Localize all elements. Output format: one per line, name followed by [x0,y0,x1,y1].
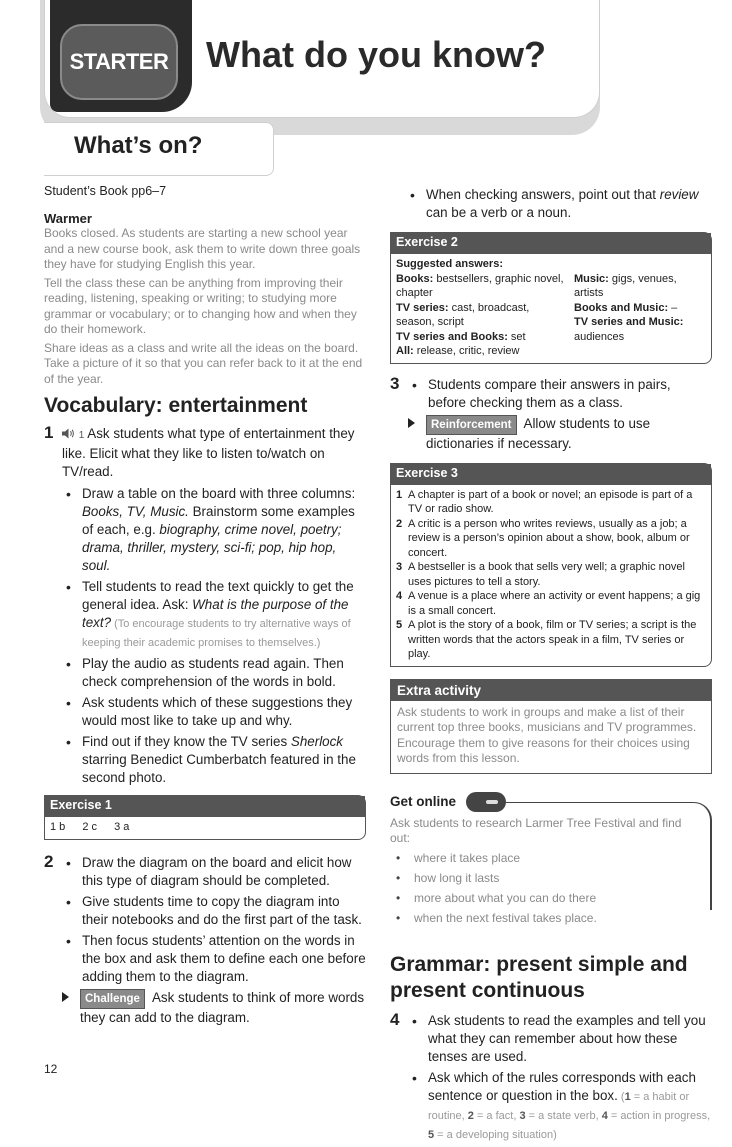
answer-key: Books and Music: [574,301,669,314]
answer: 2 c [82,821,98,833]
answer-number: 1 [624,1091,631,1103]
step-3 [390,373,712,453]
starter-badge-inner [60,24,178,100]
text: = a fact, [473,1110,520,1122]
text: = a developing situation) [434,1129,557,1141]
answer-value: – [668,301,678,314]
answer-value: set [507,330,526,343]
answer-number: 4 [601,1110,608,1122]
challenge-tag: Challenge [80,989,145,1009]
step-2 [44,851,366,1027]
answer-row [396,330,564,345]
list-item [72,733,366,787]
answer: 1 b [50,821,66,833]
step-4 [390,1012,712,1144]
reinforcement-line [408,415,712,453]
text: ( [617,1091,625,1103]
warmer-paragraph: Books closed. As students are starting a new school year and a new course book, ask them to write down three goals they have for studying English this year. [44,226,361,271]
audio-track-number: 1 [78,430,85,441]
exercise-1-heading: Exercise 1 [45,796,365,817]
text: = a state verb, [525,1110,602,1122]
warmer-heading: Warmer [44,211,92,226]
warmer-paragraph: Tell the class these can be anything from improving their reading, listening, speaking or writing; to studying more grammar or vocabulary; or to changing how and when they do their homework. [44,275,357,336]
lesson-subtitle: What’s on? [74,132,203,159]
answer-row [396,560,706,589]
warmer-text [44,226,366,387]
answer-value: bestsellers, graphic novel, chapter [396,272,564,299]
step-4-bullets [418,1012,712,1144]
exercise-2-answers [391,254,711,363]
answer-key: Music: [574,272,609,285]
right-column [390,182,712,1147]
step-1 [44,425,366,481]
exercise-2-box [390,232,712,364]
exercise-1-box [44,795,366,840]
grammar-heading: Grammar: present simple and present continuous [390,953,688,1002]
text-italic: Sherlock [290,734,344,749]
text: = action in progress, [607,1110,711,1122]
answer-number: 3 [396,561,403,573]
text: When checking answers, point out that [426,187,660,202]
text: starring Benedict Cumberbatch featured in the second photo. [82,752,356,785]
step-1-text [44,425,366,481]
reinforcement-tag: Reinforcement [426,415,517,435]
exercise-3-heading: Exercise 3 [391,464,711,485]
text-italic: biography, crime novel, poetry; drama, thriller, mystery, sci-fi; pop, hip hop, soul. [82,522,342,573]
step-2-bullets [72,854,366,986]
answer-row [396,344,564,359]
answer-key: Books: [396,272,434,285]
step-number: 2 [44,851,54,871]
list-item: • Play the audio as students read again. Then check comprehension of the words in bold. [72,655,366,691]
list-item [418,1069,712,1144]
get-online-section [390,792,712,927]
exercise-1-answers [45,817,365,839]
answer-number: 3 [519,1110,526,1122]
answer-value: gigs, venues, artists [574,272,677,299]
answer-text: A venue is a place where an activity or event happens; a gig is a small concert. [408,590,701,617]
answer-row [396,589,706,618]
answer-number: 1 [396,488,403,501]
answer-row [396,618,706,662]
reinforcement-text: Allow students to use dictionaries if necessary. [426,415,651,451]
list-item: • when the next festival takes place. [396,911,712,927]
exercise-3-box [390,463,712,667]
answer-row [574,315,706,344]
answers-column [396,272,564,359]
answer-row [574,272,706,301]
answer-note: (To encourage students to try alternative ways of keeping their academic promises to themselves.) [82,618,351,649]
answer-key: TV series and Books: [396,330,508,343]
list-item: • Draw the diagram on the board and elicit how this type of diagram should be completed. [72,854,366,890]
mouse-cable-icon [466,792,506,812]
answer-text: A plot is the story of a book, film or TV series; a script is the written words that the actors speak in a film, TV series or play. [408,619,697,660]
answer-number: 2 [467,1110,474,1122]
step-number: 1 [44,423,54,442]
answer: 3 a [114,821,130,833]
text: Tell students to read the text quickly to get the general idea. Ask: [82,579,354,612]
get-online-heading: Get online [390,794,457,809]
left-column [44,182,366,1027]
suggested-answers-grid [396,272,706,359]
audio-icon[interactable] [62,428,75,439]
exercise-2-heading: Exercise 2 [391,233,711,254]
step-1-bullets [72,485,366,787]
list-item: • Students compare their answers in pairs, before checking them as a class. [418,376,712,412]
text-italic: Books, TV, Music. [82,504,189,519]
answer-key: All: [396,345,414,357]
challenge-text: Ask students to think of more words they can add to the diagram. [80,989,365,1025]
list-item [416,186,712,222]
answer-key: TV series: [396,301,449,314]
answer-text: A chapter is part of a book or novel; an episode is part of a TV or radio show. [408,488,693,515]
answer-row [574,301,706,316]
list-item: • Then focus students’ attention on the words in the box and ask them to define each one before adding them to the diagram. [72,932,366,986]
challenge-line [62,989,366,1027]
triangle-icon [62,992,69,1002]
list-item: • Ask students which of these suggestions they would most like to take up and why. [72,694,366,730]
answer-number: 5 [428,1129,435,1141]
answer-number: 2 [396,517,403,530]
step-1-instruction: Ask students what type of entertainment they like. Elicit what they like to listen to/watch on TV/read. [62,426,355,479]
step-number: 4 [390,1010,400,1029]
students-book-reference: Student’s Book pp6–7 [44,184,167,198]
text: = a habit or routine, [428,1091,690,1122]
answer-key: TV series and Music: [574,316,684,328]
page-title: What do you know? [206,34,546,75]
answer-value: release, critic, review [413,345,520,357]
exercise-3-answers [391,485,711,666]
answer-row [396,517,706,561]
answer-number: 4 [396,590,403,602]
step-number: 3 [390,373,400,393]
list-item [72,578,366,652]
warmer-paragraph: Share ideas as a class and write all the ideas on the board. Take a picture of it so that you can refer back to it at the end of the year. [44,340,363,386]
list-item: • how long it lasts [396,871,712,887]
answer-value: cast, broadcast, season, script [396,301,530,328]
extra-activity-text: Ask students to work in groups and make a list of their current top three books, musicians and TV programmes. Encourage them to give reasons for their choices using words from this lesson. [397,704,697,765]
list-item: • Ask students to read the examples and tell you what they can remember about how these tenses are used. [418,1012,712,1066]
text: can be a verb or a noun. [426,205,572,220]
text-italic: review [659,187,699,202]
page-number: 12 [44,1062,58,1076]
get-online-text: Ask students to research Larmer Tree Festival and find out: [390,815,682,845]
answer-row [396,272,564,301]
text: Find out if they know the TV series [82,734,291,749]
answer-row [396,301,564,330]
text-italic: What is the purpose of the text? [82,597,349,630]
answers-column [574,272,706,359]
answer-row [396,488,706,517]
answer-number: 5 [396,619,403,631]
list-item: • more about what you can do there [396,891,712,907]
answer-value: audiences [574,330,625,343]
triangle-icon [408,418,415,428]
step-3-bullets [418,376,712,412]
extra-activity-heading: Extra activity [391,680,711,701]
answer-text: A critic is a person who writes reviews, usually as a job; a review is a person’s opinion about a show, book, album or concert. [408,517,690,559]
suggested-answers-label: Suggested answers: [396,258,503,270]
review-bullets [416,186,712,222]
extra-activity-box [390,679,712,774]
answer-text: A bestseller is a book that sells very well; a graphic novel uses pictures to tell a story. [408,561,685,588]
text: Brainstorm some examples of each, e.g. [82,504,355,537]
list-item: • where it takes place [396,851,712,867]
starter-label: STARTER [69,49,169,74]
list-item [72,485,366,575]
vocabulary-heading: Vocabulary: entertainment [44,394,308,417]
text: Ask which of the rules corresponds with each sentence or question in the box. [428,1070,696,1103]
list-item: • Give students time to copy the diagram into their notebooks and do the first part of the task. [72,893,366,929]
text: Draw a table on the board with three columns: [82,486,356,501]
